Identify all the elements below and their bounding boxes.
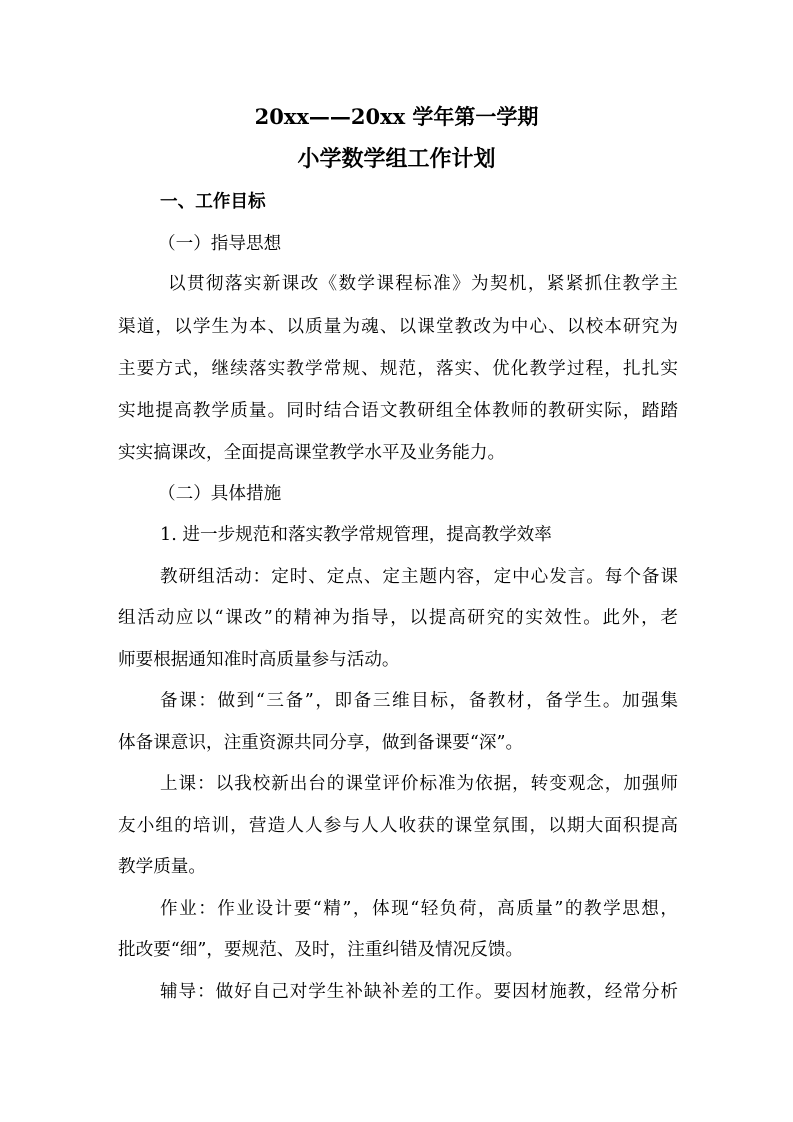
paragraph-line: 渠道，以学生为本、以质量为魂、以课堂教改为中心、以校本研究为 bbox=[118, 317, 678, 337]
document-title-line-2: 小学数学组工作计划 bbox=[297, 146, 496, 172]
numbered-item: 1. 进一步规范和落实教学常规管理，提高教学效率 bbox=[160, 525, 552, 545]
paragraph-line: 辅导：做好自己对学生补缺补差的工作。要因材施教，经常分析 bbox=[160, 982, 678, 1002]
paragraph-line: 教研组活动：定时、定点、定主题内容，定中心发言。每个备课 bbox=[160, 567, 678, 587]
paragraph-line: 教学质量。 bbox=[118, 857, 206, 877]
paragraph-line: 主要方式，继续落实教学常规、规范，落实、优化教学过程，扎扎实 bbox=[118, 359, 678, 379]
paragraph-line: 友小组的培训，营造人人参与人人收获的课堂氛围，以期大面积提高 bbox=[118, 816, 678, 836]
paragraph-line: 上课：以我校新出台的课堂评价标准为依据，转变观念，加强师 bbox=[160, 774, 678, 794]
paragraph-line: 备课：做到“三备”，即备三维目标，备教材，备学生。加强集 bbox=[160, 691, 678, 711]
paragraph-line: 批改要“细”，要规范、及时，注重纠错及情况反馈。 bbox=[118, 940, 524, 960]
paragraph-line: 师要根据通知准时高质量参与活动。 bbox=[118, 650, 400, 670]
paragraph-line: 实实搞课改，全面提高课堂教学水平及业务能力。 bbox=[118, 443, 506, 463]
subsection-heading: （二）具体措施 bbox=[158, 484, 282, 504]
paragraph-line: 组活动应以“课改”的精神为指导，以提高研究的实效性。此外，老 bbox=[118, 608, 678, 628]
paragraph-line: 实地提高教学质量。同时结合语文教研组全体教师的教研实际，踏踏 bbox=[118, 401, 678, 421]
subsection-heading: （一）指导思想 bbox=[158, 234, 282, 254]
paragraph-line: 作业：作业设计要“精”，体现“轻负荷，高质量”的教学思想， bbox=[160, 899, 678, 919]
section-heading: 一、工作目标 bbox=[160, 191, 266, 212]
document-title-line-1: 20xx——20xx 学年第一学期 bbox=[254, 104, 539, 129]
paragraph-line: 以贯彻落实新课改《数学课程标准》为契机，紧紧抓住教学主 bbox=[168, 274, 678, 294]
paragraph-line: 体备课意识，注重资源共同分享，做到备课要“深”。 bbox=[118, 733, 524, 753]
